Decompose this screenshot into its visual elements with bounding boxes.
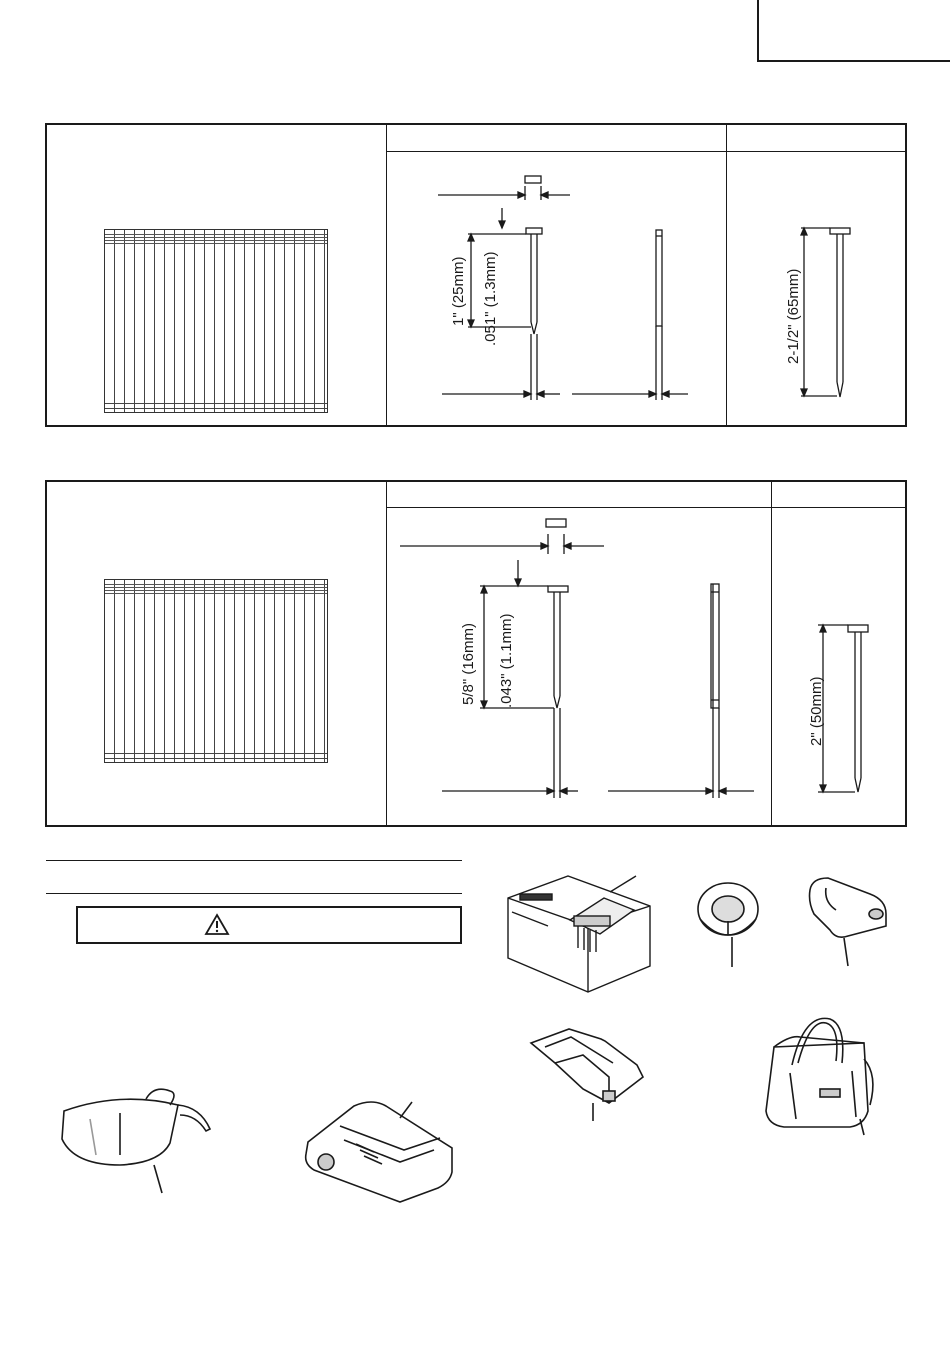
carrying-bag-icon: [760, 1015, 890, 1140]
dim-length-label-1: 1" (25mm): [450, 256, 467, 326]
dim-diameter-label-2: .043" (1.1mm): [498, 613, 515, 708]
warning-triangle-icon: [204, 913, 230, 936]
warning-box: [76, 906, 462, 944]
nail-guide-icon: [525, 1025, 655, 1125]
nail-drawing-long-1: [727, 152, 905, 424]
dim-length-right-label-2: 2" (50mm): [808, 676, 825, 746]
hook-icon: [800, 870, 895, 970]
nail-drawing-long-2: [772, 508, 906, 824]
dim-length-label-2: 5/8" (16mm): [460, 622, 477, 705]
safety-glasses-icon: [50, 1085, 220, 1195]
battery-icon: [300, 1098, 460, 1208]
dim-diameter-label-1: .051" (1.3mm): [482, 251, 499, 346]
section-divider-top: [46, 860, 462, 861]
section-divider-bottom: [46, 893, 462, 894]
page-number-tab: [757, 0, 950, 62]
nail-strip-image-1: [104, 229, 328, 413]
nail-strip-image-2: [104, 579, 328, 763]
nose-cap-icon: [690, 875, 775, 970]
charger-icon: [500, 868, 660, 1003]
nail-dimension-drawing-1: [386, 152, 726, 424]
nail-dimension-drawing-2: [386, 508, 771, 824]
dim-length-right-label-1: 2-1/2" (65mm): [785, 268, 802, 364]
